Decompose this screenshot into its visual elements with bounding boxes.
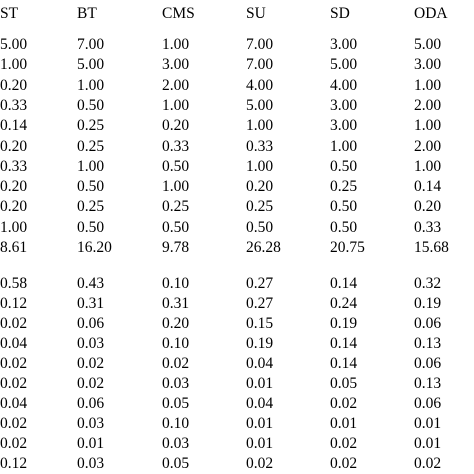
table-cell: 26.28 [246,239,281,256]
table-cell: 1.00 [246,117,274,135]
table-cell: 0.50 [330,157,358,175]
table-cell: 0.02 [0,315,28,332]
table-cell: 0.50 [77,218,105,236]
table-cell: 0.03 [77,415,105,432]
table-cell: 0.14 [330,275,358,292]
table-cell: 0.04 [246,395,274,412]
table-cell: 0.02 [77,355,105,372]
table-cell: 0.27 [246,275,274,292]
table-cell: 0.10 [162,335,190,352]
table-cell: 7.00 [246,56,274,74]
table-cell: 3.00 [414,56,442,74]
table-cell: 0.33 [0,96,28,114]
table-cell: 1.00 [77,157,105,175]
table-cell: 0.03 [77,455,105,472]
table-cell: 0.02 [77,375,105,392]
table-cell: 0.31 [162,295,190,312]
table-cell: 0.02 [246,455,274,472]
table-cell: 0.20 [162,117,190,135]
table-cell: 0.50 [162,157,190,175]
table-cell: 1.00 [162,178,190,196]
table-cell: 0.02 [414,455,442,472]
table-cell: 0.01 [246,415,274,432]
table-cell: 0.19 [246,335,274,352]
table-cell: 5.00 [414,36,442,53]
table-cell: 2.00 [414,96,442,114]
table-cell: 0.01 [330,415,358,432]
column-header-sd: SD [330,5,350,22]
table-cell: 15.68 [414,239,449,256]
table-cell: 0.03 [162,375,190,392]
table-cell: 0.20 [0,76,28,94]
table-cell: 0.01 [414,435,442,452]
table-cell: 0.33 [414,218,442,236]
table-cell: 4.00 [246,76,274,94]
table-cell: 0.02 [0,355,28,372]
table-cell: 3.00 [330,36,358,53]
table-cell: 0.01 [246,375,274,392]
table-cell: 20.75 [330,239,365,256]
table-cell: 0.06 [77,395,105,412]
table-cell: 0.32 [414,275,442,292]
table-cell: 0.01 [246,435,274,452]
table-cell: 0.50 [246,218,274,236]
table-cell: 0.06 [414,395,442,412]
table-cell: 0.50 [77,96,105,114]
table-cell: 0.02 [330,395,358,412]
table-cell: 0.13 [414,375,442,392]
table-cell: 0.31 [77,295,105,312]
table-cell: 0.02 [0,435,28,452]
table-cell: 0.02 [330,435,358,452]
table-cell: 0.33 [0,157,28,175]
table-cell: 0.12 [0,295,28,312]
table-cell: 0.20 [0,178,28,196]
table-cell: 4.00 [330,76,358,94]
table-cell: 0.13 [414,335,442,352]
table-cell: 0.05 [162,395,190,412]
column-header-bt: BT [77,5,97,22]
table-cell: 0.01 [414,415,442,432]
table-cell: 8.61 [0,239,28,256]
table-cell: 0.20 [414,198,442,216]
table-cell: 0.24 [330,295,358,312]
table-cell: 0.25 [162,198,190,216]
table-cell: 1.00 [414,157,442,175]
table-cell: 0.14 [330,335,358,352]
column-header-su: SU [246,5,266,22]
column-header-oda: ODA [414,5,448,22]
table-cell: 9.78 [162,239,190,256]
table-cell: 1.00 [77,76,105,94]
table-cell: 0.04 [0,335,28,352]
table-cell: 0.10 [162,415,190,432]
table-cell: 0.03 [77,335,105,352]
table-cell: 5.00 [77,56,105,74]
table-cell: 0.02 [0,375,28,392]
table-cell: 5.00 [246,96,274,114]
table-cell: 0.01 [77,435,105,452]
table-cell: 1.00 [162,36,190,53]
table-cell: 1.00 [0,56,28,74]
table-cell: 0.50 [162,218,190,236]
column-header-cms: CMS [162,5,195,22]
table-cell: 0.20 [162,315,190,332]
table-cell: 0.20 [246,178,274,196]
table-cell: 0.25 [77,117,105,135]
table-cell: 0.05 [162,455,190,472]
table-cell: 5.00 [0,36,28,53]
table-cell: 0.02 [162,355,190,372]
table-cell: 7.00 [246,36,274,53]
table-cell: 0.27 [246,295,274,312]
table-cell: 0.03 [162,435,190,452]
table-cell: 1.00 [246,157,274,175]
table-cell: 0.06 [414,355,442,372]
table-cell: 0.50 [330,198,358,216]
table-cell: 0.06 [414,315,442,332]
table-cell: 0.20 [0,137,28,155]
table-cell: 1.00 [0,218,28,236]
table-cell: 2.00 [162,76,190,94]
table-cell: 2.00 [414,137,442,155]
table-cell: 0.02 [330,455,358,472]
table-cell: 0.15 [246,315,274,332]
table-cell: 1.00 [162,96,190,114]
table-cell: 0.02 [0,415,28,432]
table-cell: 0.05 [330,375,358,392]
table-cell: 16.20 [77,239,112,256]
table-cell: 0.19 [330,315,358,332]
table-cell: 3.00 [330,96,358,114]
table-cell: 0.25 [77,137,105,155]
table-cell: 0.20 [0,198,28,216]
table-cell: 3.00 [330,117,358,135]
table-cell: 0.50 [77,178,105,196]
table-cell: 0.43 [77,275,105,292]
table-cell: 0.33 [162,137,190,155]
table-cell: 0.12 [0,455,28,472]
table-cell: 0.14 [330,355,358,372]
table-cell: 0.58 [0,275,28,292]
table-cell: 0.06 [77,315,105,332]
table-cell: 1.00 [414,76,442,94]
table-cell: 1.00 [414,117,442,135]
column-header-st: ST [0,5,19,22]
table-cell: 3.00 [162,56,190,74]
table-cell: 0.14 [414,178,442,196]
table-cell: 0.04 [246,355,274,372]
table-cell: 0.33 [246,137,274,155]
table-cell: 0.10 [162,275,190,292]
table-cell: 7.00 [77,36,105,53]
table-cell: 0.25 [246,198,274,216]
table-cell: 0.14 [0,117,28,135]
table-cell: 0.04 [0,395,28,412]
table-cell: 0.25 [330,178,358,196]
table-cell: 5.00 [330,56,358,74]
table-cell: 1.00 [330,137,358,155]
table-cell: 0.50 [330,218,358,236]
table-cell: 0.19 [414,295,442,312]
table-cell: 0.25 [77,198,105,216]
